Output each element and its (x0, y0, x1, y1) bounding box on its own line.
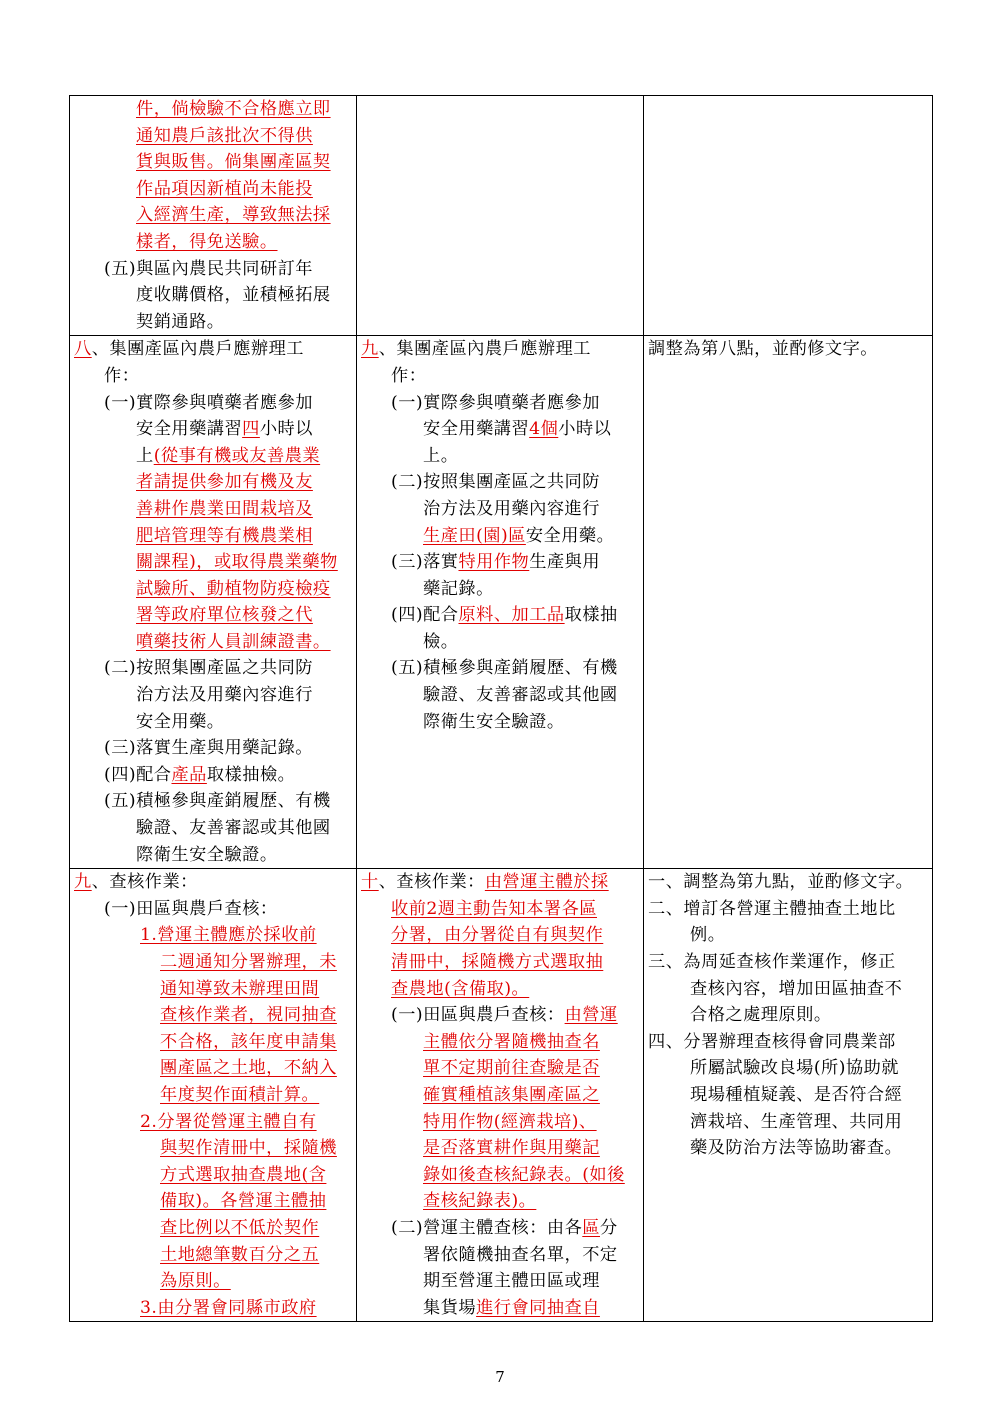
text-line (74, 949, 355, 976)
text-line (361, 1215, 642, 1242)
comparison-table (69, 95, 933, 1322)
text-line (74, 202, 355, 229)
text-segment: 作： (391, 365, 427, 386)
text-segment: (一)實際參與噴藥者應參加 (104, 392, 313, 413)
amended-text: 十 (361, 872, 379, 893)
text-line (648, 922, 931, 949)
text-segment: 上。 (423, 445, 459, 466)
text-line (361, 1295, 642, 1322)
text-line (74, 1002, 355, 1029)
amended-text: 年度契作面積計算。 (160, 1084, 320, 1105)
text-line (74, 1135, 355, 1162)
amended-text: 試驗所、動植物防疫檢疫 (136, 578, 331, 599)
text-line (648, 1135, 931, 1162)
text-line (361, 363, 642, 390)
text-line (74, 363, 355, 390)
amended-text: 與契作清冊中，採隨機 (160, 1138, 337, 1159)
text-line (74, 523, 355, 550)
text-line (74, 282, 355, 309)
text-line (361, 655, 642, 682)
text-segment: 檢。 (423, 631, 459, 652)
text-line (648, 949, 931, 976)
text-segment: 取樣抽檢。 (206, 764, 296, 785)
text-line (74, 1055, 355, 1082)
text-line (361, 709, 642, 736)
text-line (74, 815, 355, 842)
text-segment: 驗證、友善審認或其他國 (423, 685, 618, 706)
text-segment: 作： (104, 365, 140, 386)
text-line (74, 869, 355, 896)
text-segment: 契銷通路。 (136, 311, 225, 332)
amended-text: 特用作物(經濟栽培)、 (423, 1111, 597, 1132)
text-line (74, 682, 355, 709)
text-line (361, 922, 642, 949)
amended-text: 由營運主體於採 (484, 872, 609, 893)
amended-text: 八 (74, 339, 92, 360)
text-line (74, 229, 355, 256)
amended-text: 備取)。各營運主體抽 (160, 1191, 327, 1212)
amended-text: 九 (74, 872, 92, 893)
amended-text: 署等政府單位核發之代 (136, 605, 313, 626)
text-segment: 安全用藥。 (525, 525, 615, 546)
text-line (361, 1268, 642, 1295)
text-segment: 治方法及用藥內容進行 (136, 685, 313, 706)
text-line (74, 1268, 355, 1295)
amended-text: 善耕作農業田間栽培及 (136, 498, 313, 519)
text-line (74, 922, 355, 949)
text-segment: 安全用藥講習 (136, 419, 243, 440)
amended-text: 九 (361, 339, 379, 360)
text-segment: (一)田區與農戶查核： (104, 898, 278, 919)
amended-text: 錄如後查核紀錄表。(如後 (423, 1164, 625, 1185)
text-line (74, 469, 355, 496)
text-segment: (一)實際參與噴藥者應參加 (391, 392, 600, 413)
text-line (74, 496, 355, 523)
amended-text: 不合格，該年度申請集 (160, 1031, 337, 1052)
text-segment: (三)落實 (391, 552, 459, 573)
text-line (74, 1242, 355, 1269)
text-segment: 、查核作業： (378, 872, 485, 893)
text-line (74, 123, 355, 150)
text-segment: 度收購價格，並積極拓展 (136, 285, 331, 306)
text-segment: (五)與區內農民共同研訂年 (104, 258, 313, 279)
amended-text: 件，倘檢驗不合格應立即 (136, 99, 331, 119)
text-line (74, 149, 355, 176)
amended-text: 關課程)，或取得農業藥物 (136, 552, 338, 573)
amended-text: 樣者，得免送驗。 (136, 231, 278, 252)
text-line (74, 655, 355, 682)
text-segment: 、集團產區內農戶應辦理工 (91, 339, 304, 360)
text-segment: 取樣抽 (564, 605, 618, 626)
text-segment: (三)落實生產與用藥記錄。 (104, 738, 313, 759)
amended-text: 4個 (529, 419, 559, 440)
text-segment: 三、為周延查核作業運作，修正 (648, 952, 896, 972)
amended-text: 貨與販售。倘集團產區契 (136, 152, 331, 173)
text-line (361, 443, 642, 470)
text-segment: 際衛生安全驗證。 (136, 844, 278, 865)
text-segment: 治方法及用藥內容進行 (423, 498, 600, 519)
amended-text: 土地總筆數百分之五 (160, 1244, 320, 1265)
text-segment: 、集團產區內農戶應辦理工 (378, 339, 591, 360)
amended-text: 通知農戶該批次不得供 (136, 125, 313, 146)
text-segment: 調整為第八點，並酌修文字。 (648, 339, 878, 360)
text-line (361, 1135, 642, 1162)
text-line (74, 549, 355, 576)
text-line (361, 336, 642, 363)
text-line (361, 976, 642, 1003)
text-line (74, 1188, 355, 1215)
text-line (361, 523, 642, 550)
text-line (361, 1109, 642, 1136)
row3-col1-cell (70, 869, 357, 1322)
text-segment: (四)配合 (104, 764, 172, 785)
text-line (74, 1109, 355, 1136)
amended-text: 四 (242, 419, 260, 440)
text-line (74, 176, 355, 203)
text-line (74, 602, 355, 629)
amended-text: 原料、加工品 (458, 605, 565, 626)
text-segment: (二)營運主體查核：由各 (391, 1217, 583, 1238)
text-line (74, 256, 355, 283)
text-segment: 集貨場 (423, 1297, 477, 1318)
text-segment: 期至營運主體田區或理 (423, 1271, 600, 1292)
text-line (361, 602, 642, 629)
amended-text: 查農地(含備取)。 (391, 978, 530, 999)
text-segment: 二、增訂各營運主體抽查土地比 (648, 898, 896, 919)
amended-text: 由營運 (564, 1005, 618, 1026)
row1-col1-cell (70, 96, 357, 336)
row2-col1-cell (70, 336, 357, 869)
table-row (70, 336, 933, 869)
amended-text: 產品 (171, 764, 207, 785)
text-segment: 小時以 (259, 419, 313, 440)
text-line (361, 1029, 642, 1056)
text-line (74, 416, 355, 443)
text-line (74, 309, 355, 336)
amended-text: 進行會同抽查自 (476, 1297, 600, 1318)
text-segment: 、查核作業： (91, 872, 198, 893)
text-line (361, 949, 642, 976)
text-line (74, 1295, 355, 1322)
text-line (648, 1082, 931, 1109)
text-segment: 所屬試驗改良場(所)協助就 (690, 1058, 899, 1079)
text-segment: 濟栽培、生產管理、共同用 (690, 1111, 903, 1132)
amended-text: 是否落實耕作與用藥記 (423, 1138, 600, 1159)
text-segment: 分 (600, 1217, 618, 1238)
text-segment: (二)按照集團產區之共同防 (104, 658, 313, 679)
text-line (74, 629, 355, 656)
text-line (74, 336, 355, 363)
amended-text: 3.由分署會同縣市政府 (140, 1297, 317, 1318)
text-segment: 安全用藥講習 (423, 419, 530, 440)
amended-text: 查核作業者，視同抽查 (160, 1005, 337, 1026)
text-line (361, 869, 642, 896)
amended-text: 肥培管理等有機農業相 (136, 525, 313, 546)
text-line (648, 1002, 931, 1029)
text-line (74, 709, 355, 736)
text-line (648, 976, 931, 1003)
text-line (361, 576, 642, 603)
text-segment: 安全用藥。 (136, 711, 225, 732)
text-line (361, 629, 642, 656)
text-line (74, 390, 355, 417)
amended-text: 方式選取抽查農地(含 (160, 1164, 327, 1185)
text-line (74, 762, 355, 789)
text-line (361, 1055, 642, 1082)
amended-text: 主體依分署隨機抽查名 (423, 1031, 600, 1052)
text-segment: 合格之處理原則。 (690, 1005, 832, 1026)
text-line (648, 896, 931, 923)
text-segment: 四、分署辦理查核得會同農業部 (648, 1031, 896, 1052)
text-line (648, 1055, 931, 1082)
text-line (74, 576, 355, 603)
text-segment: 署依隨機抽查名單，不定 (423, 1244, 618, 1265)
text-line (74, 788, 355, 815)
amended-text: 為原則。 (160, 1271, 231, 1292)
text-line (74, 896, 355, 923)
text-line (74, 842, 355, 869)
text-line (361, 896, 642, 923)
text-line (361, 1162, 642, 1189)
text-line (74, 1162, 355, 1189)
row1-col3-cell (644, 96, 933, 336)
amended-text: 區 (582, 1217, 600, 1238)
text-segment: 查核內容，增加田區抽查不 (690, 978, 903, 999)
amended-text: 作品項因新植尚未能投 (136, 178, 313, 199)
amended-text: 特用作物 (458, 552, 530, 573)
text-line (361, 496, 642, 523)
amended-text: 清冊中，採隨機方式選取抽 (391, 952, 604, 972)
amended-text: 入經濟生產，導致無法採 (136, 205, 331, 226)
text-line (648, 1109, 931, 1136)
text-line (361, 1082, 642, 1109)
text-segment: 生產與用 (529, 552, 601, 573)
text-line (74, 96, 355, 123)
row3-col3-cell (644, 869, 933, 1322)
text-line (74, 1215, 355, 1242)
text-segment: 小時以 (558, 419, 612, 440)
text-line (648, 336, 931, 363)
text-segment: (四)配合 (391, 605, 459, 626)
text-segment: (五)積極參與產銷履歷、有機 (104, 791, 331, 812)
amended-text: 2.分署從營運主體自有 (140, 1111, 317, 1132)
amended-text: 團產區之土地，不納入 (160, 1058, 337, 1079)
amended-text: 查核紀錄表)。 (423, 1191, 537, 1212)
text-segment: 例。 (690, 925, 726, 946)
text-segment: 藥及防治方法等協助審查。 (690, 1138, 903, 1159)
text-line (361, 549, 642, 576)
amended-text: 查比例以不低於契作 (160, 1217, 320, 1238)
text-line (74, 1082, 355, 1109)
table-row (70, 869, 933, 1322)
text-line (361, 469, 642, 496)
text-segment: 藥記錄。 (423, 578, 494, 599)
amended-text: 1.營運主體應於採收前 (140, 925, 317, 946)
text-line (74, 1029, 355, 1056)
row2-col2-cell (357, 336, 644, 869)
row1-col2-cell (357, 96, 644, 336)
amended-text: 確實種植該集團產區之 (423, 1084, 600, 1105)
text-segment: 一、調整為第九點，並酌修文字。 (648, 872, 914, 893)
row2-col3-cell (644, 336, 933, 869)
text-segment: 際衛生安全驗證。 (423, 711, 565, 732)
amended-text: 者請提供參加有機及友 (136, 472, 313, 493)
amended-text: 收前2週主動告知本署各區 (391, 898, 597, 919)
amended-text: 噴藥技術人員訓練證書。 (136, 631, 331, 652)
amended-text: 通知導致未辦理田間 (160, 978, 320, 999)
row3-col2-cell (357, 869, 644, 1322)
text-line (648, 869, 931, 896)
text-segment: (一)田區與農戶查核： (391, 1005, 565, 1026)
text-line (74, 735, 355, 762)
text-segment: 上 (136, 445, 154, 466)
text-line (648, 1029, 931, 1056)
amended-text: 分署，由分署從自有與契作 (391, 925, 604, 946)
text-line (361, 1242, 642, 1269)
text-line (74, 443, 355, 470)
text-segment: (五)積極參與產銷履歷、有機 (391, 658, 618, 679)
text-line (361, 1002, 642, 1029)
text-segment: (二)按照集團產區之共同防 (391, 472, 600, 493)
table-row (70, 96, 933, 336)
text-line (74, 976, 355, 1003)
text-line (361, 416, 642, 443)
amended-text: 二週通知分署辦理，未 (160, 952, 337, 972)
text-segment: 現場種植疑義、是否符合經 (690, 1084, 903, 1105)
page-number: 7 (495, 1368, 505, 1386)
amended-text: 單不定期前往查驗是否 (423, 1058, 600, 1079)
text-segment: 驗證、友善審認或其他國 (136, 818, 331, 839)
amended-text: (從事有機或友善農業 (153, 445, 321, 466)
text-line (361, 1188, 642, 1215)
amended-text: 生產田(園)區 (423, 525, 526, 546)
text-line (361, 682, 642, 709)
text-line (361, 390, 642, 417)
